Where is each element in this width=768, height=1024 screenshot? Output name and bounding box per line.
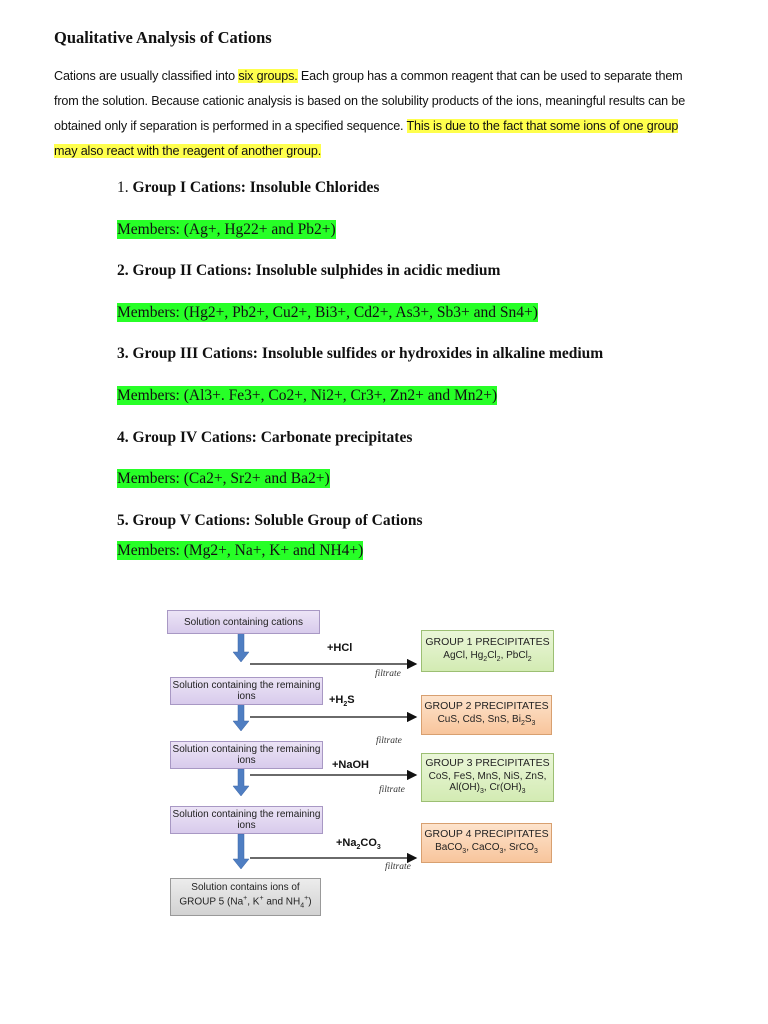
group-1-heading: 1. Group I Cations: Insoluble Chlorides <box>117 179 380 196</box>
group-1-members: Members: (Ag+, Hg22+ and Pb2+) <box>117 221 336 238</box>
highlight-sequence-reason: This is due to the fact that some ions of one group may also react with the reagent of another group. <box>54 119 679 158</box>
reagent-naoh: +NaOH <box>332 759 369 771</box>
start-solution-box: Solution containing cations <box>167 610 320 634</box>
intro-paragraph <box>54 64 694 164</box>
group-3-members: Members: (Al3+. Fe3+, Co2+, Ni2+, Cr3+, Zn2+ and Mn2+) <box>117 387 498 404</box>
down-arrow-1 <box>233 632 249 662</box>
filtrate-label-1: filtrate <box>375 669 401 679</box>
down-arrow-2 <box>233 704 249 731</box>
intro-text-2: Each group has a common reagent that can be used to separate them from the solution. Because cationic analysis is based on the solubility products of the ions, meaningful results can be obtained only if separation is performed in a specified sequence. <box>54 69 686 133</box>
group-2-heading: 2. Group II Cations: Insoluble sulphides in acidic medium <box>117 262 501 279</box>
group-5-ions-label: GROUP 5 (Na+, K+ and $NH_4^+$) <box>179 895 312 910</box>
group-2-precipitates-list: CuS, CdS, SnS, $Bi_2S_3$ <box>437 714 536 727</box>
reagent-na2co3: $+Na_2CO_3$ <box>336 837 381 852</box>
group-5-solution-box: Solution contains ions of GROUP 5 (Na+, K+ and $NH_4^+$) <box>170 878 321 916</box>
group-2-members: Members: (Hg2+, Pb2+, Cu2+, Bi3+, Cd2+, As3+, Sb3+ and Sn4+) <box>117 304 538 321</box>
separation-flowchart <box>164 605 564 925</box>
remaining-ions-box-2: Solution containing the remaining ions <box>170 741 323 769</box>
filtrate-label-4: filtrate <box>385 862 411 872</box>
group-1-precipitates-box: GROUP 1 PRECIPITATES AgCl, $Hg_2Cl_2$, PbCl$_2$ <box>421 630 554 672</box>
group-4-heading: 4. Group IV Cations: Carbonate precipitates <box>117 429 413 446</box>
intro-text-1: Cations are usually classified into <box>54 69 239 83</box>
page-title: Qualitative Analysis of Cations <box>54 28 272 47</box>
group-4-precipitates-list: BaCO$_3$, CaCO$_3$, SrCO$_3$ <box>435 842 538 855</box>
group-1-precipitates-list: AgCl, $Hg_2Cl_2$, PbCl$_2$ <box>443 650 532 663</box>
highlight-six-groups: six groups. <box>238 69 298 83</box>
filtrate-label-2: filtrate <box>376 736 402 746</box>
group-5-members: Members: (Mg2+, Na+, K+ and NH4+) <box>117 542 364 559</box>
group-4-precipitates-box: GROUP 4 PRECIPITATES BaCO$_3$, CaCO$_3$, SrCO$_3$ <box>421 823 552 863</box>
group-4-members: Members: (Ca2+, Sr2+ and Ba2+) <box>117 470 330 487</box>
group-5-heading: 5. Group V Cations: Soluble Group of Cations <box>117 512 423 529</box>
reagent-h2s: $+H_2S$ <box>329 694 355 709</box>
filtrate-label-3: filtrate <box>379 785 405 795</box>
down-arrow-3 <box>233 769 249 796</box>
remaining-ions-box-1: Solution containing the remaining ions <box>170 677 323 705</box>
group-3-heading: 3. Group III Cations: Insoluble sulfides or hydroxides in alkaline medium <box>117 345 604 362</box>
remaining-ions-box-3: Solution containing the remaining ions <box>170 806 323 834</box>
group-3-precipitates-box: GROUP 3 PRECIPITATES CoS, FeS, MnS, NiS, ZnS, $Al(OH)_3$, $Cr(OH)_3$ <box>421 753 554 802</box>
group-2-precipitates-box: GROUP 2 PRECIPITATES CuS, CdS, SnS, $Bi_2S_3$ <box>421 695 552 735</box>
group-3-precipitates-list: CoS, FeS, MnS, NiS, ZnS, $Al(OH)_3$, $Cr(OH)_3$ <box>428 771 547 795</box>
reagent-hcl: +HCl <box>327 642 353 654</box>
down-arrow-4 <box>233 834 249 869</box>
